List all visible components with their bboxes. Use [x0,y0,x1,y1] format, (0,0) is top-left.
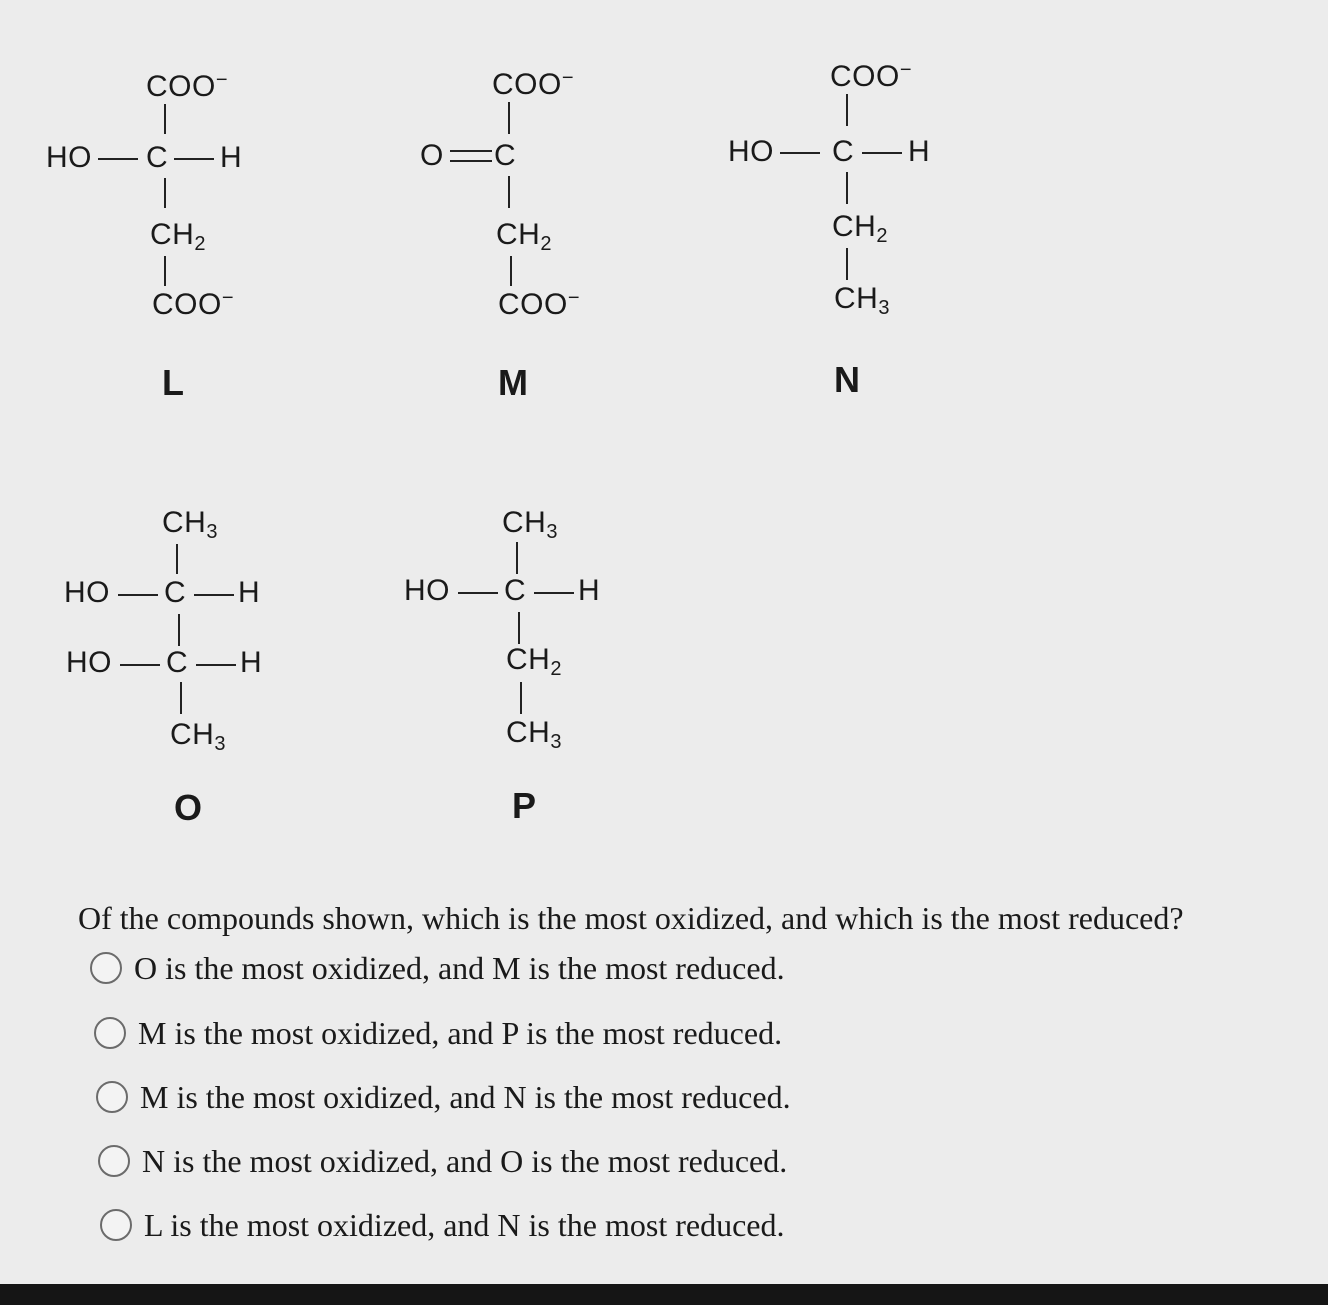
o-label: O [174,787,203,828]
o-bond-lower [180,682,182,714]
l-label: L [162,362,184,403]
n-center-carbon: C [832,135,855,168]
o-top-group: $CH_3$ [162,506,218,543]
p-bond-top [516,542,518,574]
answer-option-label: L is the most oxidized, and N is the most reduced. [144,1207,785,1243]
radio-circle-icon[interactable] [96,1081,128,1113]
l-chain1: $CH_2$ [150,218,206,255]
m-chain2: COO− [498,287,581,321]
o-left-group-1: HO [64,576,110,609]
l-left-group: HO [46,141,92,174]
n-bond-lower [846,248,848,280]
o-left-group-2: HO [66,646,112,679]
l-bond-right [174,158,214,160]
m-double-bond-upper [450,150,492,152]
question-text: Of the compounds shown, which is the most oxidized, and which is the most reduced? [78,900,1184,936]
o-bond-right-1 [194,594,234,596]
radio-circle-icon[interactable] [90,952,122,984]
n-right-group: H [908,135,931,168]
n-chain1: $CH_2$ [832,210,888,247]
l-bond-mid [164,178,166,208]
n-left-group: HO [728,135,774,168]
l-center-carbon: C [146,141,169,174]
o-bond-top [176,544,178,574]
m-bond-mid [508,176,510,208]
radio-circle-icon[interactable] [94,1017,126,1049]
radio-circle-icon[interactable] [100,1209,132,1241]
o-bond-right-2 [196,664,236,666]
n-top-group: COO− [830,59,913,93]
p-right-group: H [578,574,601,607]
answer-option-3[interactable] [96,1077,791,1117]
p-bond-lower [520,682,522,714]
n-chain2: $CH_3$ [834,282,890,319]
o-bond-mid [178,614,180,646]
answer-option-label: M is the most oxidized, and N is the most reduced. [140,1079,791,1115]
l-bond-top [164,104,166,134]
o-carbon-1: C [164,576,187,609]
m-bond-top [508,102,510,134]
p-bond-mid [518,612,520,644]
n-label: N [834,359,860,400]
answer-option-label: N is the most oxidized, and O is the most reduced. [142,1143,788,1179]
m-double-bond-lower [450,160,492,162]
p-top-group: $CH_3$ [502,506,558,543]
l-chain2: COO− [152,287,235,321]
answer-option-label: M is the most oxidized, and P is the most reduced. [138,1015,783,1051]
p-bond-right [534,592,574,594]
p-bond-left [458,592,498,594]
o-bond-left-2 [120,664,160,666]
m-label: M [498,362,528,403]
o-bond-left-1 [118,594,158,596]
p-chain2: $CH_3$ [506,716,562,753]
n-bond-mid [846,172,848,204]
o-right-group-1: H [238,576,261,609]
answer-option-4[interactable] [98,1141,787,1181]
o-right-group-2: H [240,646,263,679]
p-label: P [512,785,537,826]
p-left-group: HO [404,574,450,607]
m-center-carbon: C [494,139,517,172]
n-bond-left [780,152,820,154]
n-bond-top [846,94,848,126]
l-top-group: COO− [146,69,229,103]
screen-bottom-bezel [0,1284,1328,1305]
p-center-carbon: C [504,574,527,607]
m-top-group: COO− [492,67,575,101]
answer-option-5[interactable] [100,1205,784,1245]
l-right-group: H [220,141,243,174]
n-bond-right [862,152,902,154]
answer-option-label: O is the most oxidized, and M is the most reduced. [134,950,785,986]
o-bottom-group: $CH_3$ [170,718,226,755]
m-oxygen: O [420,139,444,172]
answer-option-1[interactable] [90,948,785,988]
p-chain1: $CH_2$ [506,643,562,680]
l-bond-left [98,158,138,160]
l-bond-lower [164,256,166,286]
m-chain1: $CH_2$ [496,218,552,255]
o-carbon-2: C [166,646,189,679]
m-bond-lower [510,256,512,286]
answer-option-2[interactable] [94,1013,782,1053]
radio-circle-icon[interactable] [98,1145,130,1177]
